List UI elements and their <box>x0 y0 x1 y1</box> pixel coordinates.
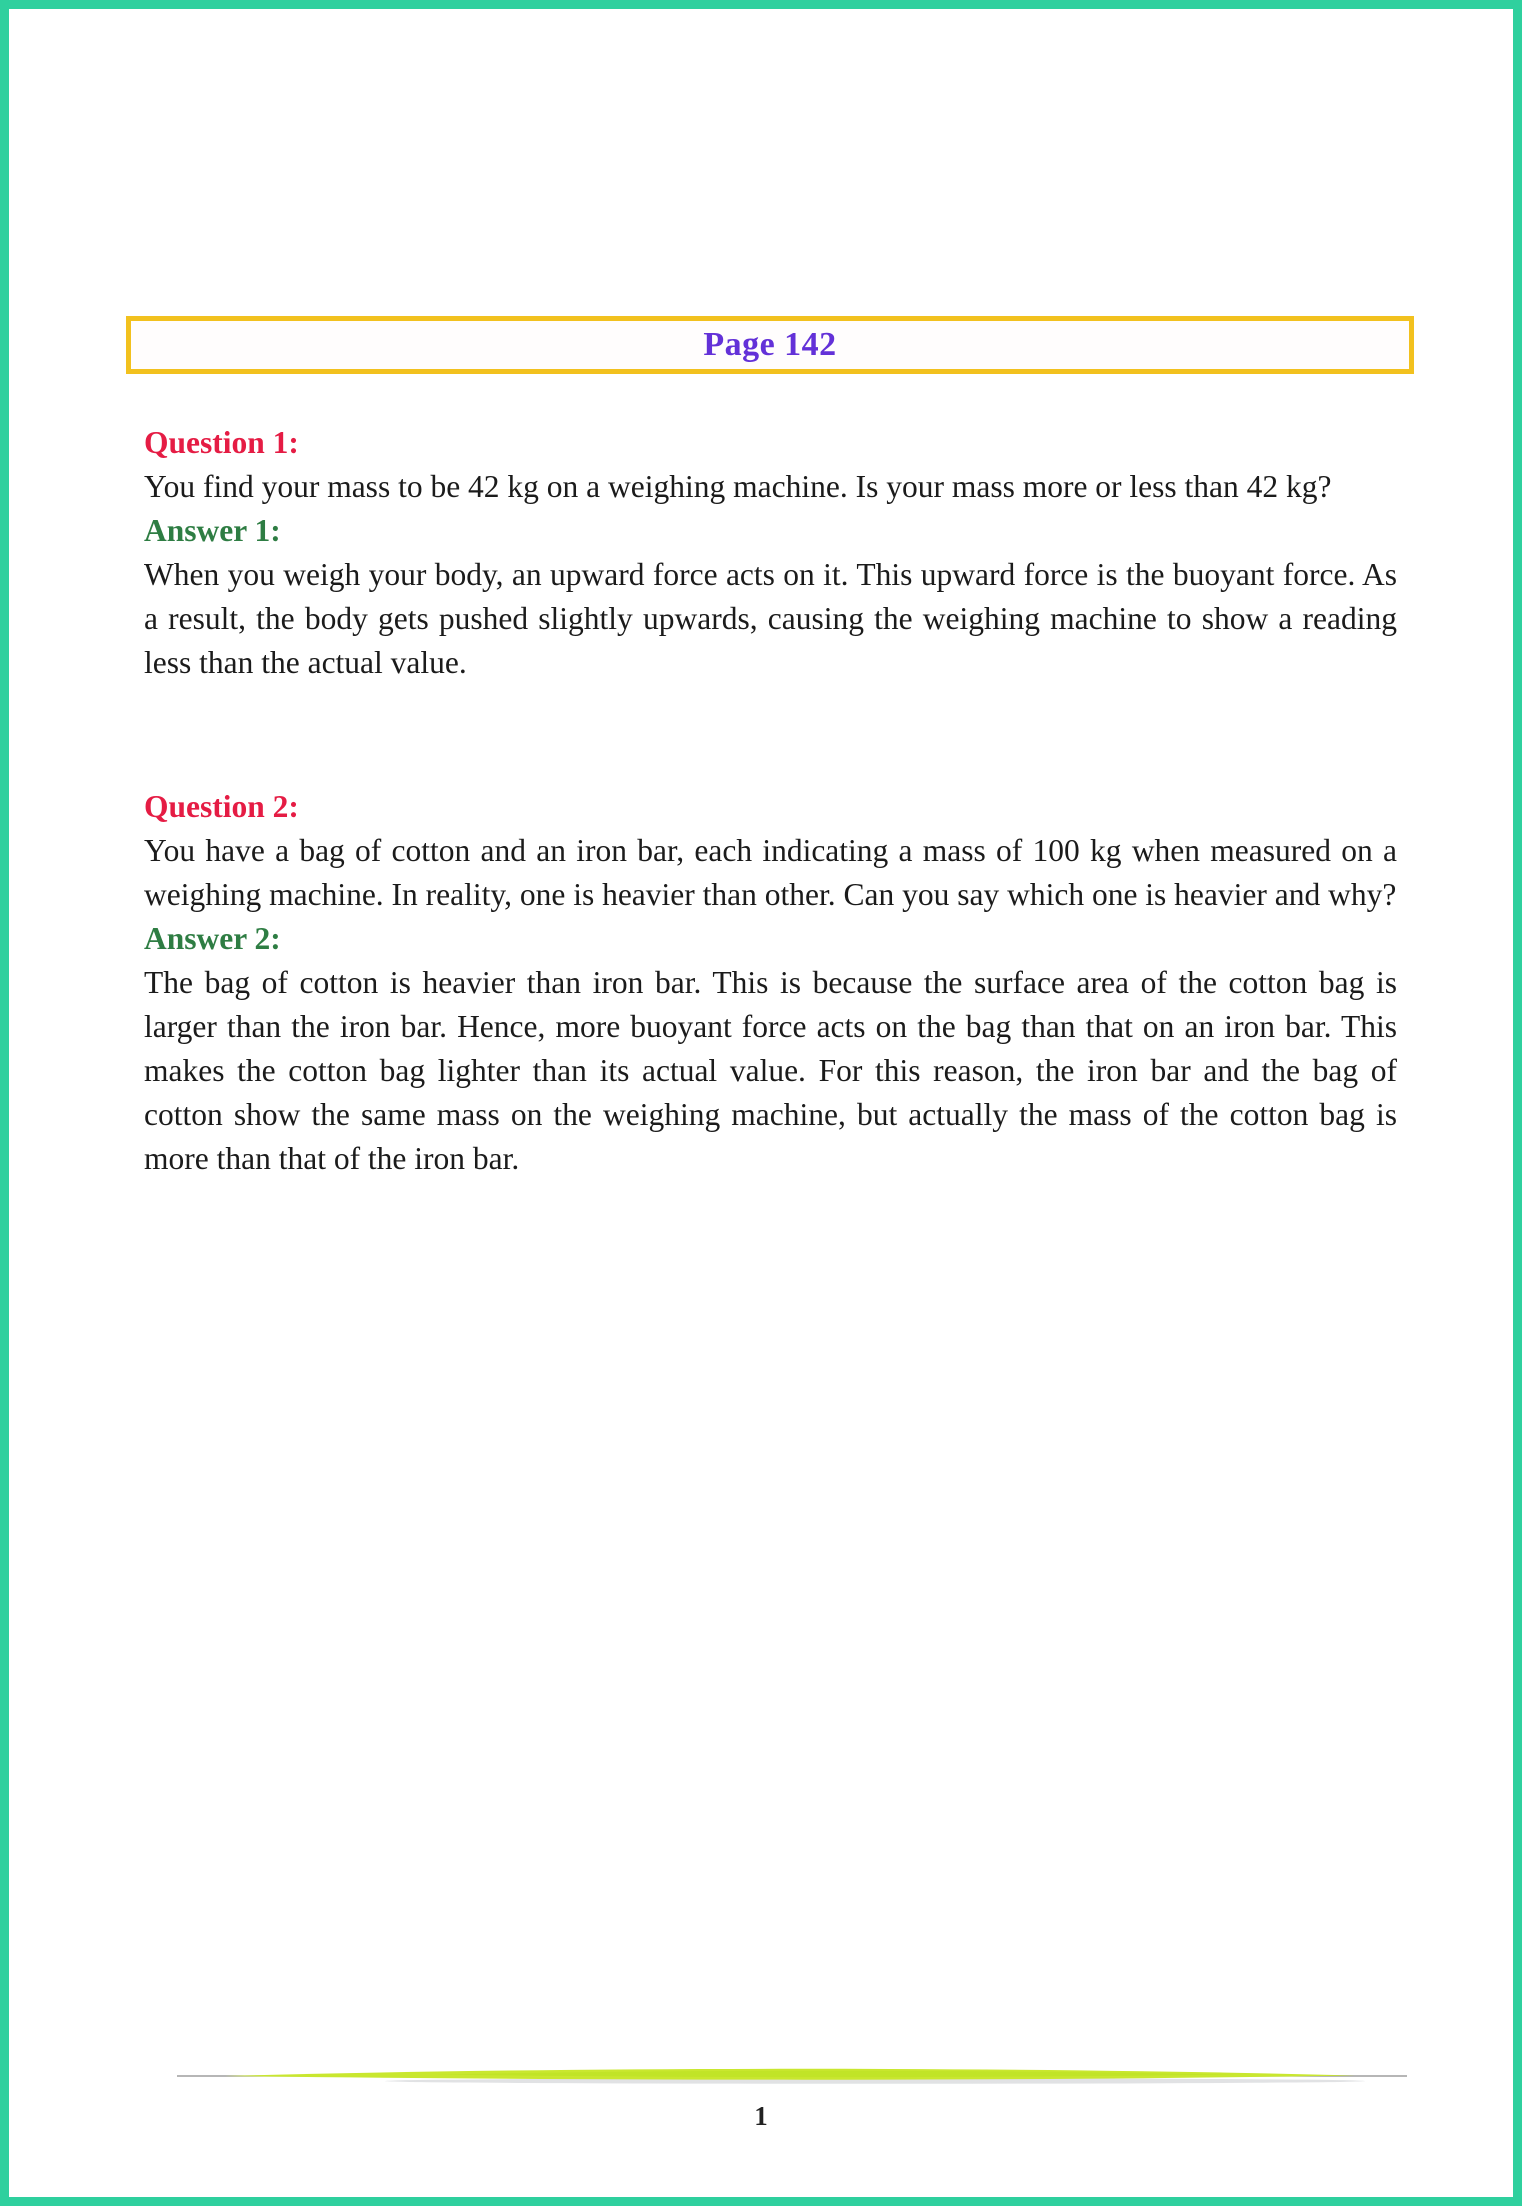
question-1-text: You find your mass to be 42 kg on a weighing machine. Is your mass more or less than 42 kg? <box>144 469 1332 504</box>
page-title-box <box>126 316 1414 374</box>
qa-block-1 <box>144 421 1397 685</box>
divider-swoosh-icon <box>175 2063 1409 2087</box>
question-1-label: Question 1: <box>144 425 299 460</box>
page-number: 1 <box>754 2101 768 2131</box>
question-2-text: You have a bag of cotton and an iron bar, each indicating a mass of 100 kg when measured on a weighing machine. In reality, one is heavier than other. Can you say which one is heavier and why? <box>144 833 1397 912</box>
answer-1-label: Answer 1: <box>144 513 281 548</box>
qa-block-2 <box>144 785 1397 1181</box>
answer-2-label: Answer 2: <box>144 921 281 956</box>
answer-2-text: The bag of cotton is heavier than iron bar. This is because the surface area of the cotton bag is larger than the iron bar. Hence, more buoyant force acts on the bag than that on an iron bar. This makes the cotton bag lighter than its actual value. For this reason, the iron bar and the bag of cotton show the same mass on the weighing machine, but actually the mass of the cotton bag is more than that of the iron bar. <box>144 965 1397 1176</box>
answer-1-text: When you weigh your body, an upward force acts on it. This upward force is the buoyant force. As a result, the body gets pushed slightly upwards, causing the weighing machine to show a reading less than the actual value. <box>144 557 1397 680</box>
qa-content <box>144 421 1397 1181</box>
page-title: Page 142 <box>703 326 837 363</box>
question-2-label: Question 2: <box>144 789 299 824</box>
